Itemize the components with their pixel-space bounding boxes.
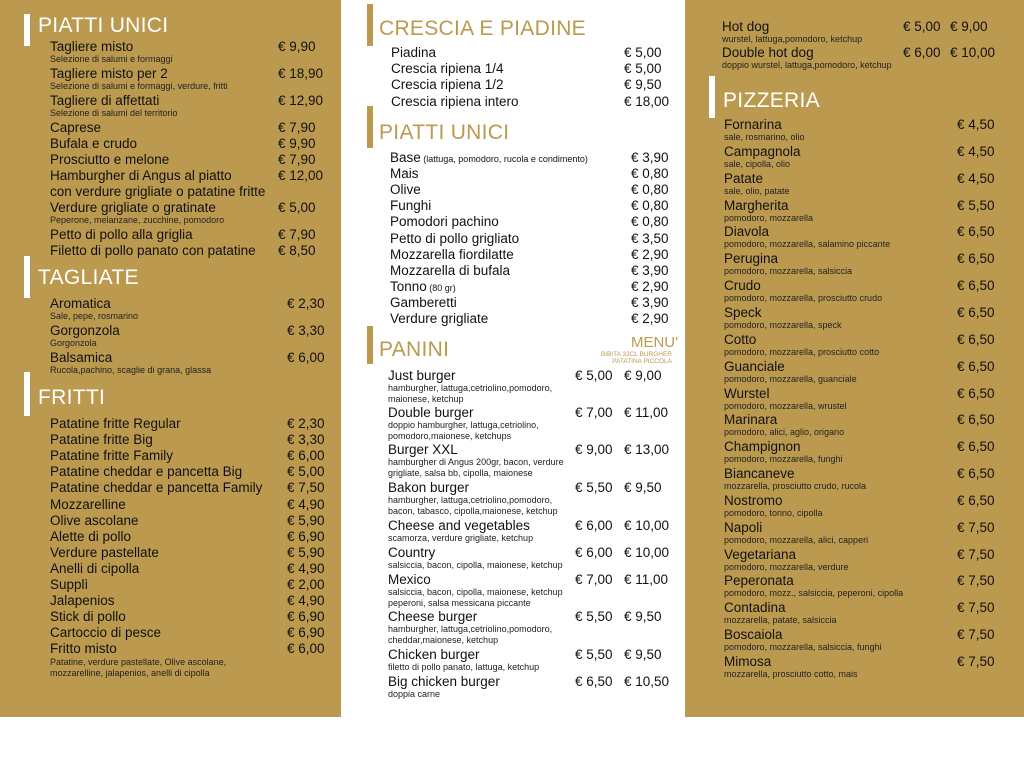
section-marker xyxy=(367,106,373,148)
menu-item-desc: pomodoro,maionese, ketchups xyxy=(388,431,512,441)
menu-item-name: Mais xyxy=(390,166,419,182)
menu-item-name: Hamburgher di Angus al piatto xyxy=(50,168,232,183)
menu-item-menu-price: € 11,00 xyxy=(624,572,669,587)
menu-item-name: Patatine fritte Regular xyxy=(50,416,181,431)
menu-item-price: € 6,50 xyxy=(957,385,995,401)
section-title-crescia-piadine: CRESCIA E PIADINE xyxy=(379,17,586,40)
menu-item-name: Verdure grigliate o gratinate xyxy=(50,200,216,215)
menu-item-price: € 6,50 xyxy=(957,251,995,267)
menu-item-name: Fritto misto xyxy=(50,641,117,657)
menu-item-name: Crescia ripiena 1/4 xyxy=(391,61,504,77)
fritto-misto-desc-1: Patatine, verdure pastellate, Olive ascolane, xyxy=(50,657,227,667)
menu-item-price: € 18,90 xyxy=(278,66,324,81)
menu-item-price: € 7,50 xyxy=(957,600,995,616)
menu-item-price: € 6,00 xyxy=(287,641,325,657)
menu-item-name: Fornarina xyxy=(724,117,782,132)
menu-item-price: € 9,50 xyxy=(624,77,662,93)
menu-item-name: Margherita xyxy=(724,197,789,213)
fritto-misto-desc-2: mozzarelline, jalapenios, anelli di cipolla xyxy=(50,668,210,678)
menu-item-name: Tagliere misto per 2 xyxy=(50,66,168,81)
menu-item-name: Double burger xyxy=(388,405,474,420)
menu-item-price: € 3,90 xyxy=(631,294,669,310)
menu-item-name: Perugina xyxy=(724,251,779,267)
menu-item-name: Crudo xyxy=(724,278,761,294)
menu-label: MENU' xyxy=(630,334,678,351)
menu-item-price: € 5,50 xyxy=(575,609,613,624)
menu-item-menu-price: € 9,50 xyxy=(624,609,662,624)
menu-item-desc: salsiccia, bacon, cipolla, maionese, ketchup xyxy=(388,587,563,597)
menu-item-desc: pomodoro, tonno, cipolla xyxy=(724,507,823,518)
menu-item-price: € 5,00 xyxy=(903,19,941,34)
menu-item-price: € 6,50 xyxy=(957,224,995,240)
menu-item-name: Funghi xyxy=(390,198,432,214)
menu-item-price: € 2,90 xyxy=(631,278,669,294)
menu-item-name: Prosciutto e melone xyxy=(50,152,170,167)
section-marker xyxy=(24,256,30,298)
menu-item-menu-price: € 10,00 xyxy=(950,45,996,60)
menu-item-price: € 7,50 xyxy=(957,654,995,669)
menu-item-name: Contadina xyxy=(724,600,786,616)
base-note: (lattuga, pomodoro, rucola e condimento) xyxy=(420,154,588,164)
menu-item-price: € 7,50 xyxy=(957,573,995,589)
menu-item-price: € 0,80 xyxy=(631,214,669,230)
menu-item-name: Balsamica xyxy=(50,350,113,365)
section-marker xyxy=(367,4,373,46)
menu-item-price: € 6,50 xyxy=(957,466,995,482)
menu-item-price: € 6,90 xyxy=(287,609,325,625)
menu-item-desc: scamorza, verdure grigliate, ketchup xyxy=(388,533,534,543)
left-menu-panel xyxy=(0,0,341,717)
menu-note-2: PATATINA PICCOLA xyxy=(612,358,672,365)
menu-item-desc: doppia carne xyxy=(388,689,441,699)
menu-item-price: € 3,90 xyxy=(631,150,669,165)
menu-item-price: € 6,00 xyxy=(287,350,325,365)
menu-item-name: Pomodori pachino xyxy=(390,214,499,230)
menu-item-price: € 3,90 xyxy=(631,262,669,278)
menu-item-price: € 7,00 xyxy=(575,572,613,587)
menu-item-name: Patatine fritte Family xyxy=(50,448,174,464)
menu-item-name: Mimosa xyxy=(724,654,772,669)
menu-item-price: € 6,00 xyxy=(575,518,613,533)
menu-item-price: € 6,00 xyxy=(575,545,613,560)
menu-item-name: Mozzarella di bufala xyxy=(390,262,511,278)
menu-item-price: € 9,90 xyxy=(278,39,316,54)
menu-item-desc: pomodoro, mozzarella, prosciutto cotto xyxy=(724,346,880,357)
menu-item-desc: sale, cipolla, olio xyxy=(724,158,791,169)
menu-item-name: con verdure grigliate o patatine fritte xyxy=(50,184,266,199)
menu-item-name: Petto di pollo grigliato xyxy=(390,230,520,246)
menu-item-price: € 0,80 xyxy=(631,182,669,198)
menu-item-desc: peperoni, salsa messicana piccante xyxy=(388,598,531,608)
menu-item-price: € 6,50 xyxy=(957,439,995,455)
menu-item-desc: pomodoro, mozzarella, salsiccia xyxy=(724,266,853,277)
menu-item-price: € 7,50 xyxy=(287,480,325,496)
menu-item-price: € 3,50 xyxy=(631,230,669,246)
menu-item-desc: mozzarella, patate, salsiccia xyxy=(724,615,837,626)
menu-item-price: € 6,00 xyxy=(903,45,941,60)
menu-item-price: € 2,90 xyxy=(631,311,669,326)
menu-item-name: Patate xyxy=(724,170,764,186)
menu-item-desc: bacon, tabasco, cipolla,maionese, ketchup xyxy=(388,506,558,516)
menu-item-desc: filetto di pollo panato, lattuga, ketchup xyxy=(388,662,540,672)
menu-item-name: Olive xyxy=(390,182,421,198)
menu-item-price: € 5,50 xyxy=(957,197,995,213)
menu-item-desc: pomodoro, mozzarella, alici, capperi xyxy=(724,534,869,545)
menu-item-name: Filetto di pollo panato con patatine xyxy=(50,243,256,258)
menu-item-name: Crescia ripiena 1/2 xyxy=(391,77,504,93)
menu-item-name: Guanciale xyxy=(724,358,785,374)
menu-item-price: € 2,00 xyxy=(287,577,325,592)
menu-item-name: Just burger xyxy=(388,368,456,383)
menu-item-menu-price: € 9,50 xyxy=(624,480,662,495)
menu-item-price: € 7,50 xyxy=(957,519,995,535)
menu-item-price: € 4,50 xyxy=(957,143,995,159)
menu-item-price: € 4,90 xyxy=(287,560,325,576)
menu-item-name: Wurstel xyxy=(724,385,770,401)
menu-item-desc: Sale, pepe, rosmarino xyxy=(50,311,139,321)
menu-item-price: € 6,50 xyxy=(957,304,995,320)
menu-item-price: € 5,50 xyxy=(575,647,613,662)
menu-item-name: Nostromo xyxy=(724,492,783,508)
menu-item-price: € 0,80 xyxy=(631,198,669,214)
menu-item-menu-price: € 9,00 xyxy=(950,19,988,34)
menu-item-name: Napoli xyxy=(724,519,763,535)
menu-item-price: € 4,90 xyxy=(287,496,325,512)
menu-item-price: € 18,00 xyxy=(624,93,670,109)
menu-item-price: € 5,50 xyxy=(575,480,613,495)
menu-item-desc: Selezione di salumi e formaggi xyxy=(50,54,173,64)
menu-item-desc: hamburgher, lattuga,cetriolino,pomodoro, xyxy=(388,383,553,393)
menu-item-name: Big chicken burger xyxy=(388,674,500,689)
menu-item-desc: grigliate, salsa bb, cipolla, maionese xyxy=(388,468,533,478)
menu-item-name: Double hot dog xyxy=(722,45,814,60)
menu-item-price: € 7,50 xyxy=(957,546,995,562)
menu-item-desc: maionese, ketchup xyxy=(388,394,464,404)
menu-item-name: Hot dog xyxy=(722,19,770,34)
menu-item-name: Boscaiola xyxy=(724,627,783,643)
menu-item-menu-price: € 10,00 xyxy=(624,518,670,533)
section-title-pizzeria: PIZZERIA xyxy=(723,89,820,112)
menu-item-desc: hamburgher, lattuga,cetriolino,pomodoro, xyxy=(388,495,553,505)
menu-item-name: Verdure grigliate xyxy=(390,311,489,326)
menu-item-price: € 7,90 xyxy=(278,152,316,167)
section-title-piatti-unici: PIATTI UNICI xyxy=(38,14,169,37)
menu-item-price: € 3,30 xyxy=(287,432,325,448)
menu-item-menu-price: € 11,00 xyxy=(624,405,669,420)
menu-item-price: € 2,90 xyxy=(631,246,669,262)
middle-menu-panel xyxy=(341,0,685,717)
menu-item-name: Bufala e crudo xyxy=(50,136,138,151)
menu-item-price: € 6,50 xyxy=(957,358,995,374)
menu-item-name: Cotto xyxy=(724,331,757,347)
menu-item-desc: pomodoro, mozzarella, verdure xyxy=(724,561,849,572)
menu-item-desc: hamburgher di Angus 200gr, bacon, verdure xyxy=(388,457,564,467)
menu-item-name: Crescia ripiena intero xyxy=(391,93,519,109)
menu-item-menu-price: € 10,50 xyxy=(624,674,670,689)
menu-item-price: € 7,90 xyxy=(278,120,316,135)
menu-item-name: Patatine cheddar e pancetta Family xyxy=(50,480,263,496)
section-marker xyxy=(709,76,715,118)
menu-item-desc: doppio hamburgher, lattuga,cetriolino, xyxy=(388,420,539,430)
menu-item-name: Champignon xyxy=(724,439,801,455)
menu-item-name: Marinara xyxy=(724,412,778,428)
menu-item-price: € 6,90 xyxy=(287,625,325,641)
menu-note-1: BIBITA 33CL BURGHER xyxy=(600,351,672,358)
menu-item-desc: pomodoro, mozzarella, salsiccia, funghi xyxy=(724,642,882,653)
menu-item-name: Country xyxy=(388,545,436,560)
menu-item-name: Tagliere di affettati xyxy=(50,93,160,108)
menu-item-menu-price: € 10,00 xyxy=(624,545,670,560)
menu-item-price: € 5,00 xyxy=(278,200,316,215)
menu-item-name: Supplì xyxy=(50,577,89,592)
menu-item-desc: Rucola,pachino, scaglie di grana, glassa xyxy=(50,365,212,375)
menu-item-menu-price: € 9,50 xyxy=(624,647,662,662)
menu-item-price: € 4,50 xyxy=(957,170,995,186)
menu-item-desc: pomodoro, mozzarella xyxy=(724,212,814,223)
section-marker xyxy=(24,14,30,46)
menu-item-name: Gamberetti xyxy=(390,294,457,310)
menu-item-name: Caprese xyxy=(50,120,102,135)
menu-item-name: Cheese and vegetables xyxy=(388,518,530,533)
menu-item-name: Petto di pollo alla griglia xyxy=(50,227,193,242)
section-marker xyxy=(367,326,373,364)
menu-item-name: Mozzarella fiordilatte xyxy=(390,246,514,262)
menu-item-price: € 2,30 xyxy=(287,416,325,431)
menu-item-name: Piadina xyxy=(391,45,437,60)
menu-item-price: € 8,50 xyxy=(278,243,316,258)
menu-item-name: Alette di pollo xyxy=(50,528,132,544)
section-marker xyxy=(24,372,30,416)
menu-item-desc: sale, rosmarino, olio xyxy=(724,132,805,142)
menu-item-price: € 6,50 xyxy=(957,492,995,508)
section-title-panini: PANINI xyxy=(379,338,450,361)
menu-item-desc: hamburgher, lattuga,cetriolino,pomodoro, xyxy=(388,624,553,634)
menu-item-name: Campagnola xyxy=(724,143,801,159)
menu-item-name: Biancaneve xyxy=(724,466,795,482)
menu-item-name: Speck xyxy=(724,304,762,320)
menu-item-price: € 4,90 xyxy=(287,593,325,609)
menu-item-price: € 5,00 xyxy=(624,45,662,60)
menu-item-name: Aromatica xyxy=(50,296,111,311)
menu-item-price: € 12,00 xyxy=(278,168,324,183)
menu-item-name: Jalapenios xyxy=(50,593,115,609)
menu-item-name: Verdure pastellate xyxy=(50,544,159,560)
menu-item-menu-price: € 9,00 xyxy=(624,368,662,383)
menu-item-price: € 6,50 xyxy=(957,278,995,294)
menu-item-price: € 5,00 xyxy=(624,61,662,77)
right-menu-panel xyxy=(685,0,1024,717)
tonno-note: (80 gr) xyxy=(426,282,456,293)
menu-item-desc: mozzarella, prosciutto cotto, mais xyxy=(724,669,858,679)
menu-item-price: € 0,80 xyxy=(631,166,669,182)
menu-item-price: € 6,50 xyxy=(957,412,995,428)
menu-item-name: Patatine fritte Big xyxy=(50,432,153,448)
menu-item-name: Tonno (80 gr) xyxy=(390,278,456,294)
menu-item-desc: mozzarella, prosciutto crudo, rucola xyxy=(724,481,867,492)
menu-item-desc: pomodoro, mozzarella, funghi xyxy=(724,454,843,465)
menu-item-name: Gorgonzola xyxy=(50,323,120,338)
menu-item-name: Diavola xyxy=(724,224,770,240)
menu-item-name: Stick di pollo xyxy=(50,609,126,625)
menu-item-desc: pomodoro, alici, aglio, origano xyxy=(724,427,845,438)
menu-item-desc: pomodoro, mozzarella, wrustel xyxy=(724,400,847,411)
menu-item-name: Vegetariana xyxy=(724,546,797,562)
menu-item-name: Peperonata xyxy=(724,573,794,589)
menu-item-desc: wurstel, lattuga,pomodoro, ketchup xyxy=(722,34,863,44)
menu-item-name: Base (lattuga, pomodoro, rucola e condimento) xyxy=(390,150,588,165)
menu-item-name: Anelli di cipolla xyxy=(50,560,140,576)
menu-item-name: Cheese burger xyxy=(388,609,478,624)
menu-item-name: Mexico xyxy=(388,572,431,587)
menu-item-price: € 4,50 xyxy=(957,117,995,132)
menu-item-desc: pomodoro, mozzarella, speck xyxy=(724,319,842,330)
menu-item-price: € 7,90 xyxy=(278,227,316,242)
menu-item-desc: cheddar,maionese, ketchup xyxy=(388,635,499,645)
menu-item-name: Burger XXL xyxy=(388,442,458,457)
section-title-fritti: FRITTI xyxy=(38,386,106,409)
section-title-tagliate: TAGLIATE xyxy=(38,266,139,289)
menu-item-price: € 7,00 xyxy=(575,405,613,420)
menu-item-price: € 12,90 xyxy=(278,93,324,108)
menu-item-desc: Selezione di salumi del territorio xyxy=(50,108,178,118)
menu-item-price: € 5,90 xyxy=(287,544,325,560)
menu-item-price: € 6,50 xyxy=(575,674,613,689)
menu-item-price: € 9,00 xyxy=(575,442,613,457)
menu-item-price: € 9,90 xyxy=(278,136,316,151)
menu-item-price: € 3,30 xyxy=(287,323,325,338)
menu-item-desc: sale, olio, patate xyxy=(724,185,790,196)
menu-item-price: € 6,00 xyxy=(287,448,325,464)
menu-item-name: Olive ascolane xyxy=(50,512,139,528)
menu-item-desc: Selezione di salumi e formaggi, verdure, fritti xyxy=(50,81,228,91)
menu-item-desc: pomodoro, mozzarella, salamino piccante xyxy=(724,239,891,250)
menu-item-name: Tagliere misto xyxy=(50,39,134,54)
menu-item-name: Mozzarelline xyxy=(50,496,126,512)
menu-item-name: Bakon burger xyxy=(388,480,470,495)
menu-item-desc: doppio wurstel, lattuga,pomodoro, ketchup xyxy=(722,60,892,70)
menu-item-desc: salsiccia, bacon, cipolla, maionese, ketchup xyxy=(388,560,563,570)
menu-item-price: € 2,30 xyxy=(287,296,325,311)
menu-item-desc: pomodoro, mozz., salsiccia, peperoni, cipolla xyxy=(724,588,904,599)
menu-item-name: Cartoccio di pesce xyxy=(50,625,162,641)
menu-item-name: Chicken burger xyxy=(388,647,480,662)
menu-item-price: € 6,50 xyxy=(957,331,995,347)
menu-item-desc: Peperone, melanzane, zucchine, pomodoro xyxy=(50,215,225,225)
menu-item-price: € 5,00 xyxy=(575,368,613,383)
menu-item-price: € 5,90 xyxy=(287,512,325,528)
section-title-piatti-unici-2: PIATTI UNICI xyxy=(379,121,510,144)
menu-item-price: € 5,00 xyxy=(287,464,325,480)
menu-item-name: Patatine cheddar e pancetta Big xyxy=(50,464,243,480)
menu-item-desc: Gorgonzola xyxy=(50,338,97,348)
menu-item-desc: pomodoro, mozzarella, prosciutto crudo xyxy=(724,293,883,304)
menu-item-price: € 6,90 xyxy=(287,528,325,544)
menu-item-price: € 7,50 xyxy=(957,627,995,643)
menu-item-desc: pomodoro, mozzarella, guanciale xyxy=(724,373,857,384)
menu-item-menu-price: € 13,00 xyxy=(624,442,670,457)
